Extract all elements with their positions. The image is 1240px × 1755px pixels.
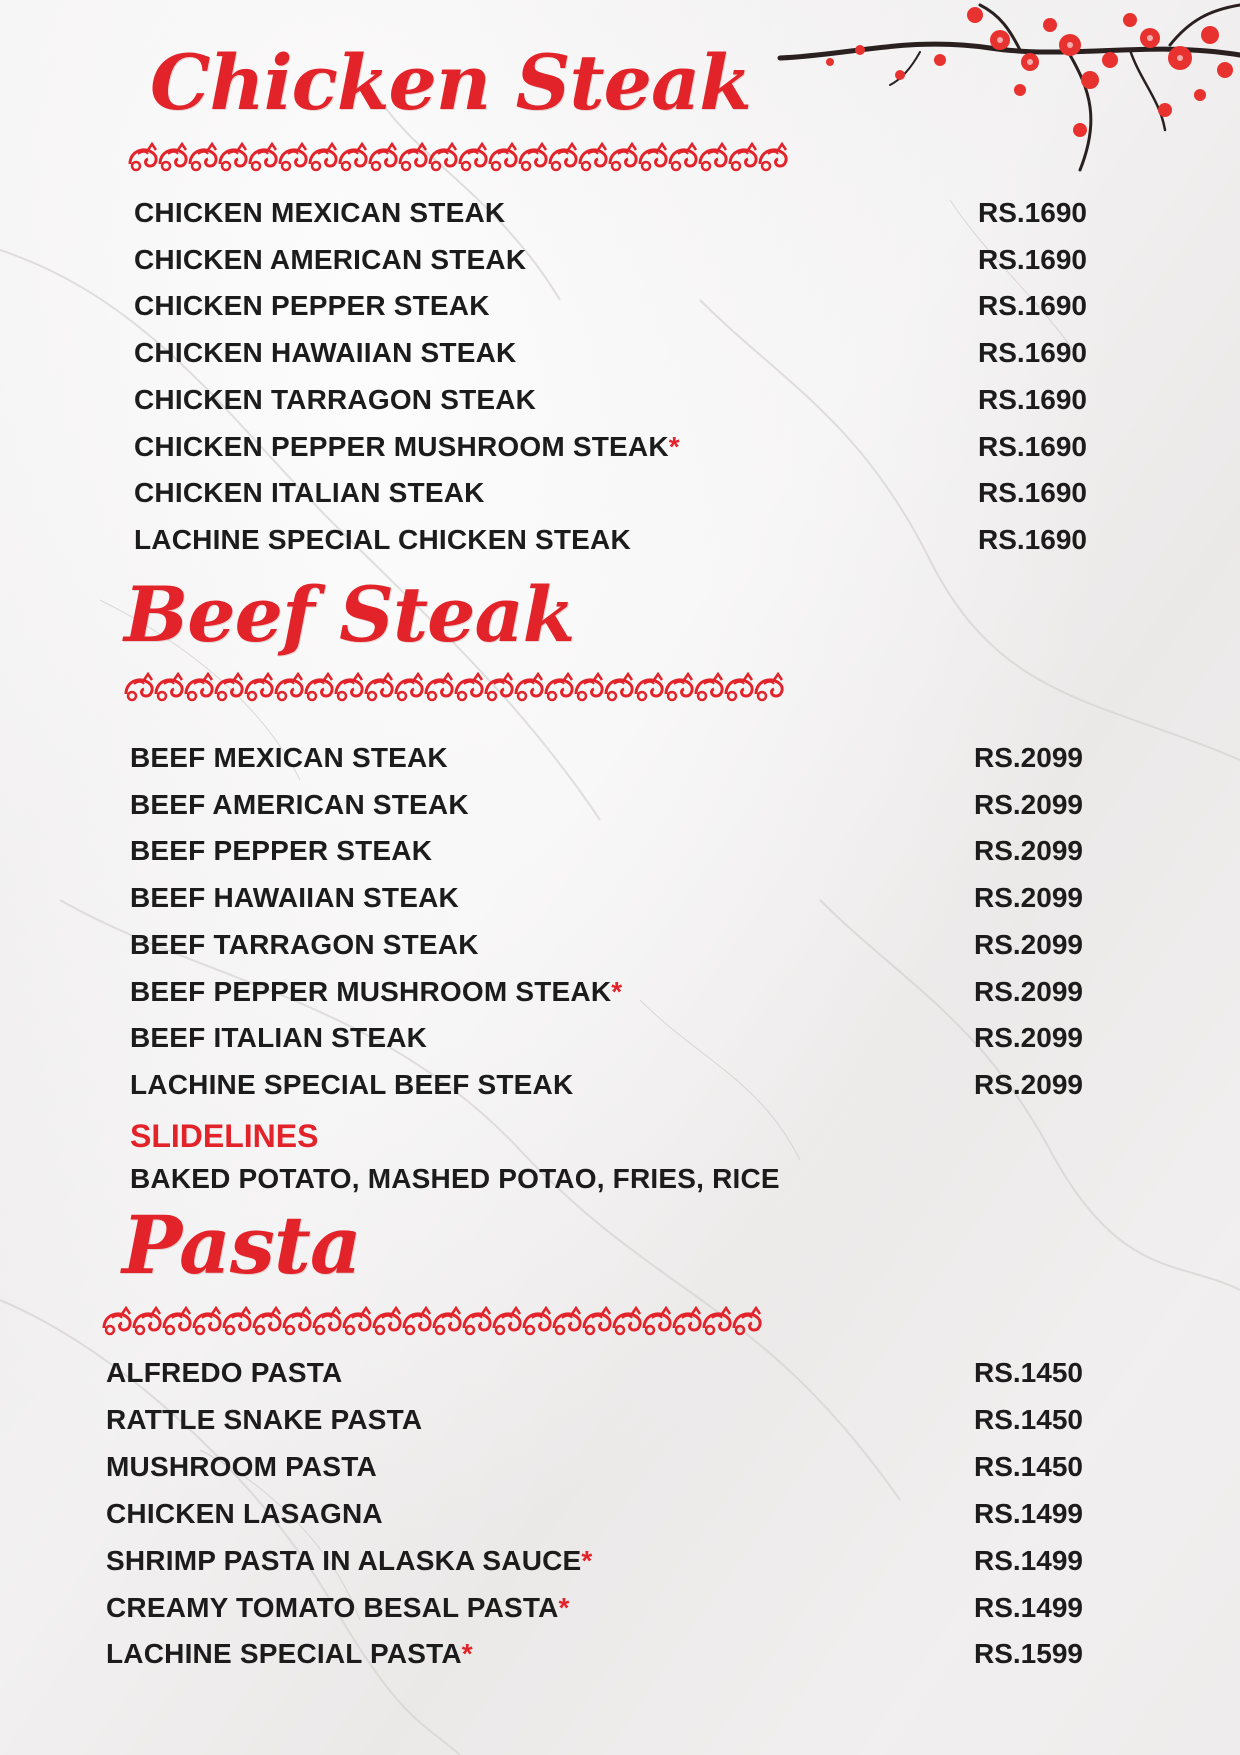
menu-item <box>106 1356 342 1390</box>
cherry-blossom-icon <box>770 0 1240 190</box>
menu-item-name: SHRIMP PASTA IN ALASKA SAUCE <box>106 1545 582 1576</box>
scroll-ornament-icon <box>124 668 804 704</box>
menu-item-price: RS.1690 <box>978 290 1087 321</box>
menu-item-name: LACHINE SPECIAL CHICKEN STEAK <box>134 524 631 555</box>
menu-item-price: RS.1450 <box>974 1357 1083 1388</box>
menu-item-name: CHICKEN TARRAGON STEAK <box>134 384 537 415</box>
section-title-pasta: Pasta <box>122 1198 361 1292</box>
menu-item-price: RS.1690 <box>978 524 1087 555</box>
menu-item-name: BEEF MEXICAN STEAK <box>130 742 448 773</box>
menu-item-name: CHICKEN PEPPER STEAK <box>134 290 490 321</box>
menu-item-marker: * <box>611 976 623 1007</box>
menu-item <box>106 1591 570 1625</box>
menu-item-price: RS.1690 <box>978 244 1087 275</box>
menu-item <box>130 788 469 822</box>
menu-item <box>130 1068 573 1102</box>
menu-item <box>106 1637 473 1671</box>
section-title-chicken-steak: Chicken Steak <box>150 38 751 127</box>
scroll-ornament-icon <box>128 138 808 174</box>
menu-item-price: RS.1499 <box>974 1498 1083 1529</box>
menu-item-name: BEEF PEPPER STEAK <box>130 835 433 866</box>
section-title-beef-steak: Beef Steak <box>124 570 575 659</box>
menu-item-name: CHICKEN MEXICAN STEAK <box>134 197 506 228</box>
menu-item-marker: * <box>461 1638 473 1669</box>
menu-item-name: BEEF PEPPER MUSHROOM STEAK <box>130 976 612 1007</box>
menu-item-price: RS.1450 <box>974 1404 1083 1435</box>
menu-item-name: BEEF AMERICAN STEAK <box>130 789 469 820</box>
menu-item <box>106 1497 383 1531</box>
menu-item-name: BEEF HAWAIIAN STEAK <box>130 882 459 913</box>
menu-item-name: BEEF TARRAGON STEAK <box>130 929 479 960</box>
menu-item-name: CHICKEN AMERICAN STEAK <box>134 244 527 275</box>
sidelines-text: BAKED POTATO, MASHED POTAO, FRIES, RICE <box>130 1163 780 1194</box>
menu-item-price: RS.1690 <box>978 197 1087 228</box>
menu-item-price: RS.2099 <box>974 1069 1083 1100</box>
menu-item-name: LACHINE SPECIAL BEEF STEAK <box>130 1069 574 1100</box>
menu-item-price: RS.2099 <box>974 929 1083 960</box>
menu-item <box>106 1403 422 1437</box>
menu-item <box>134 383 536 417</box>
menu-item-price: RS.1499 <box>974 1592 1083 1623</box>
menu-item <box>130 975 622 1009</box>
menu-item-name: CHICKEN HAWAIIAN STEAK <box>134 337 517 368</box>
menu-item <box>134 336 516 370</box>
menu-item <box>134 243 526 277</box>
menu-item-marker: * <box>558 1592 570 1623</box>
menu-item <box>134 289 490 323</box>
menu-item-name: MUSHROOM PASTA <box>106 1451 377 1482</box>
menu-item <box>130 834 432 868</box>
menu-item-price: RS.1599 <box>974 1638 1083 1669</box>
menu-item <box>134 196 505 230</box>
menu-item-price: RS.1499 <box>974 1545 1083 1576</box>
menu-item-price: RS.2099 <box>974 1022 1083 1053</box>
menu-item-price: RS.1690 <box>978 431 1087 462</box>
menu-item-price: RS.2099 <box>974 882 1083 913</box>
menu-item-name: CHICKEN LASAGNA <box>106 1498 383 1529</box>
menu-item-price: RS.1690 <box>978 337 1087 368</box>
menu-item <box>130 741 448 775</box>
scroll-ornament-icon <box>102 1302 782 1338</box>
menu-item-marker: * <box>668 431 680 462</box>
menu-item <box>130 928 479 962</box>
menu-item <box>134 430 680 464</box>
menu-item-price: RS.2099 <box>974 976 1083 1007</box>
menu-item-price: RS.2099 <box>974 789 1083 820</box>
menu-item-price: RS.2099 <box>974 835 1083 866</box>
menu-item-name: RATTLE SNAKE PASTA <box>106 1404 423 1435</box>
menu-item <box>134 476 485 510</box>
menu-item <box>106 1450 377 1484</box>
menu-item-price: RS.2099 <box>974 742 1083 773</box>
menu-item <box>130 1021 427 1055</box>
menu-item <box>130 881 459 915</box>
menu-item-name: BEEF ITALIAN STEAK <box>130 1022 428 1053</box>
menu-item-name: ALFREDO PASTA <box>106 1357 343 1388</box>
menu-item-name: LACHINE SPECIAL PASTA <box>106 1638 462 1669</box>
menu-item-name: CREAMY TOMATO BESAL PASTA <box>106 1592 559 1623</box>
menu-item-price: RS.1690 <box>978 384 1087 415</box>
menu-item-price: RS.1690 <box>978 477 1087 508</box>
menu-item-marker: * <box>581 1545 593 1576</box>
menu-item-name: CHICKEN ITALIAN STEAK <box>134 477 485 508</box>
menu-item-price: RS.1450 <box>974 1451 1083 1482</box>
menu-item <box>134 523 631 557</box>
sidelines-label: SLIDELINES <box>130 1118 319 1154</box>
menu-item-name: CHICKEN PEPPER MUSHROOM STEAK <box>134 431 669 462</box>
menu-item <box>106 1544 593 1578</box>
